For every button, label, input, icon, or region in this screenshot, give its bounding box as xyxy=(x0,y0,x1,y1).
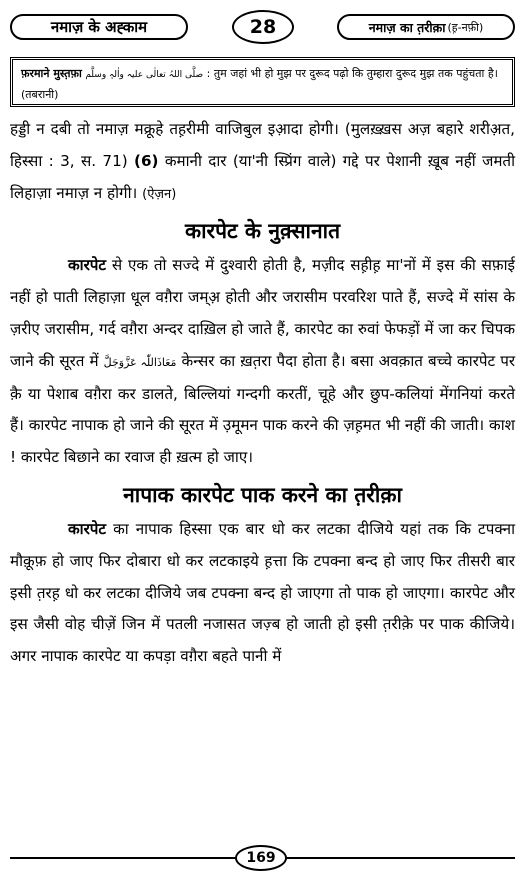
salutation-arabic: صلَّی اللہُ تعالٰی علیہ واٰلہٖ وسلَّم xyxy=(85,70,204,80)
book-title: नमाज़ के अह्काम xyxy=(50,18,148,36)
hadith-source: (तबरानी) xyxy=(21,88,59,101)
footer-page-number xyxy=(235,845,287,871)
reference-aizan: (ऐज़न) xyxy=(142,186,177,202)
paragraph-carpet-harms-text-b: केन्सर का ख़त़रा पैदा होता है। बसा अवक़ात बच्चे कारपेट पर क़ै या पेशाब वग़ैरा कर डालते, बिल्लियां गन्दगी करतीं, चूहे और छुप-कलियां मेंगनियां करते हैं। कारपेट नापाक हो जाने की सूरत में उ़मूमन पाक करने की ज़ह़मत भी नहीं की जाती। काश ! कारपेट बिछाने का रवाज ही ख़त्म हो जाए। xyxy=(10,351,516,467)
footer-page-number-text: 169 xyxy=(246,850,276,866)
page-header xyxy=(10,8,515,46)
keyword-carpet: कारपेट xyxy=(68,256,107,275)
chapter-title: नमाज़ का त़रीक़ा xyxy=(368,19,446,35)
page-footer xyxy=(0,842,525,876)
heading-carpet-harms: कारपेट के नुक़्सानात xyxy=(184,219,341,244)
paragraph-carpet-cleaning-text: का नापाक हिस्सा एक बार धो कर लटका दीजिये यहां तक कि टपक्ना मौक़ूफ़ हो जाए फिर दोबारा धो कर लटकाइये ह़त्ता कि टपक्ना बन्द हो जाए फिर तीसरी बार इसी त़रह़ धो कर लटका दीजिये जब टपक्ना बन्द हो जाएगा तो पाक हो जाएगा। कारपेट और इस जैसी वोह चीज़ें जिन में पतली नजासत जज़्ब हो जाती हो इसी त़रीक़े पर पाक कीजिये। अगर नापाक कारपेट या कपड़ा वग़ैरा बहते पानी में xyxy=(10,519,515,666)
chapter-page-number xyxy=(232,10,294,44)
paragraph-carpet-cleaning xyxy=(10,514,515,673)
chapter-page-number-text: 28 xyxy=(249,16,277,38)
book-title-badge xyxy=(10,14,188,40)
reference-bahar: (मुलख़्ख़स अज़ बहारे शरीअ़त, हिस्सा : 3, स. 71) xyxy=(10,120,515,170)
paragraph-intro-text-2: कमानी दार (या'नी स्प्रिंग वाले) गद्दे पर पेशानी ख़ूब नहीं जमती लिहाज़ा नमाज़ न होगी। xyxy=(10,151,516,202)
keyword-carpet-2: कारपेट xyxy=(68,519,107,538)
paragraph-carpet-harms xyxy=(10,250,515,474)
paragraph-intro-text: हड्डी न दबी तो नमाज़ मक्रूहे तह़रीमी वाजिबुल इआ़दा होगी। xyxy=(10,120,339,138)
paragraph-intro xyxy=(10,114,515,210)
point-number: (6) xyxy=(134,151,159,170)
hadith-box xyxy=(10,57,515,107)
chapter-title-badge xyxy=(337,14,515,40)
paragraph-carpet-harms-text-a: से एक तो सज्दे में दुश्वारी होती है, मज़ीद सह़ीह़ मा'नों में इस की सफ़ाई नहीं हो पाती लिहाज़ा धूल वग़ैरा जम्अ़ होती और जरासीम परवरिश पाते हैं, सज्दे में सांस के ज़रीए जरासीम, गर्द वग़ैरा अन्दर दाख़िल हो जाते हैं, कारपेट का रुवां फेफड़ों में जा कर चिपक जाने की सूरत में xyxy=(10,256,515,370)
chapter-subtitle: (ह़-नफ़ी) xyxy=(447,20,484,34)
hadith-label: फ़रमाने मुस्त़फ़ा xyxy=(21,67,82,80)
maazallah-arabic: مَعَاذَاللّٰہ عَزَّوَجَلَّ xyxy=(103,355,177,369)
hadith-text: : तुम जहां भी हो मुझ पर दुरूद पढ़ो कि तुम्हारा दुरूद मुझ तक पहुंचता है। xyxy=(206,67,498,80)
heading-carpet-cleaning: नापाक कारपेट पाक करने का त़रीक़ा xyxy=(123,482,402,507)
page-body xyxy=(10,114,515,673)
